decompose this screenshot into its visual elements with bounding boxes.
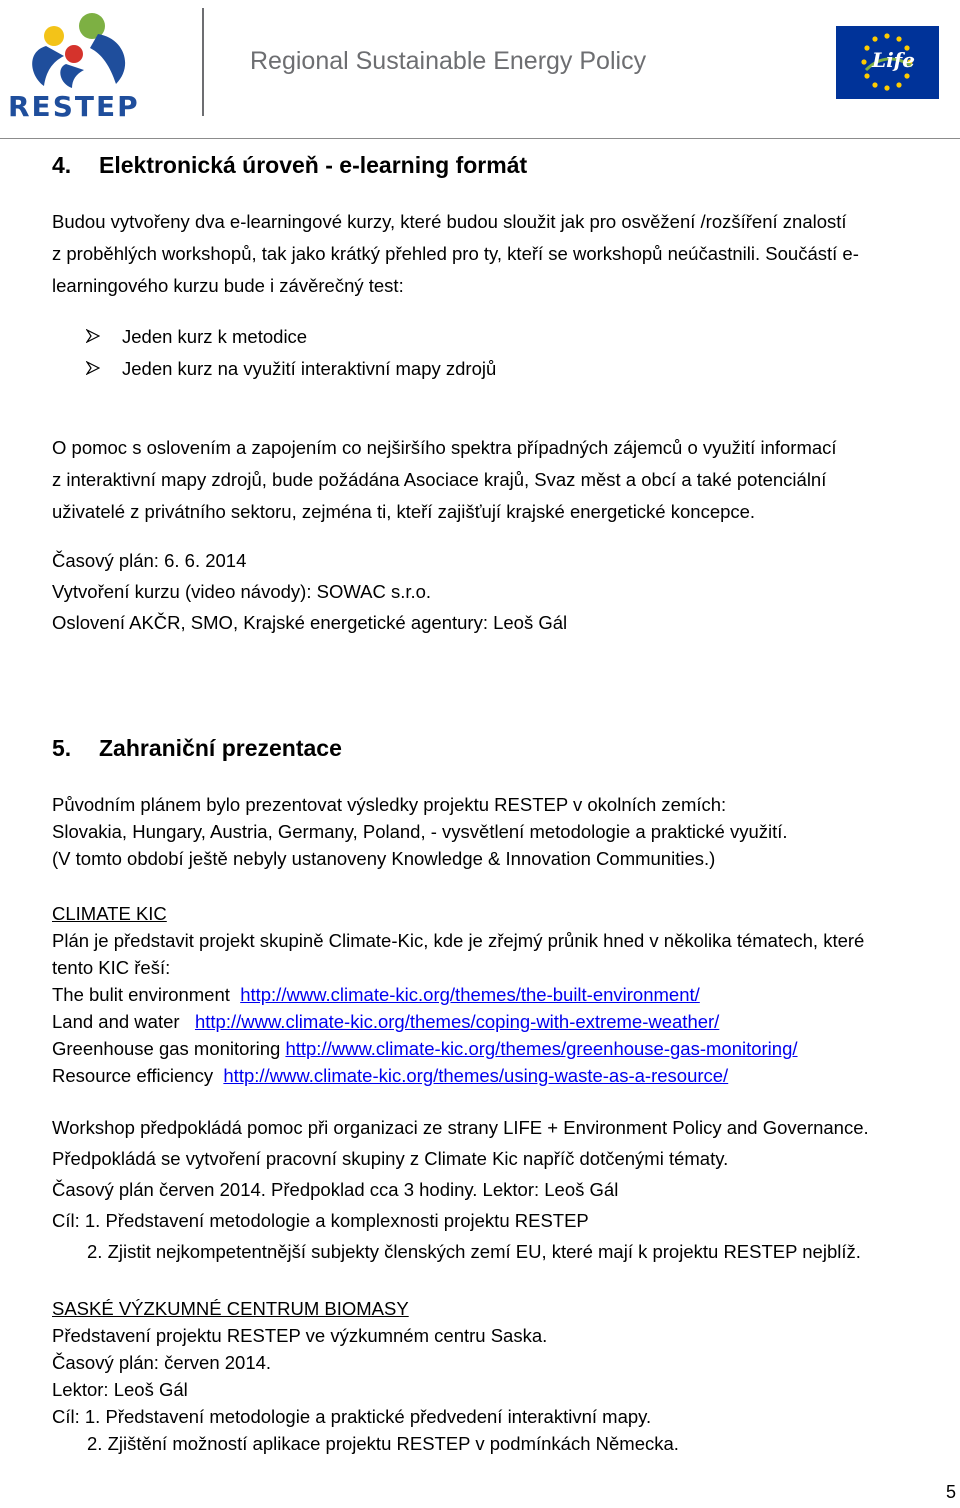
page-number: 5 bbox=[946, 1482, 957, 1502]
logo-text: RESTEP bbox=[8, 90, 140, 123]
paragraph-line: Workshop předpokládá pomoc při organizaci ze strany LIFE + Environment Policy and Governance. bbox=[52, 1117, 869, 1138]
theme-link[interactable]: http://www.climate-kic.org/themes/greenhouse-gas-monitoring/ bbox=[285, 1038, 798, 1059]
theme-label: Greenhouse gas monitoring bbox=[52, 1038, 286, 1059]
header-divider-vertical bbox=[202, 8, 204, 116]
paragraph-line: z interaktivní mapy zdrojů, bude požádána Asociace krajů, Svaz měst a obcí a také potenciální bbox=[52, 469, 827, 490]
section4-number: 4. bbox=[52, 152, 72, 178]
paragraph-line: Slovakia, Hungary, Austria, Germany, Poland, - vysvětlení metodologie a praktické využití. bbox=[52, 821, 788, 842]
saxony-title: SASKÉ VÝZKUMNÉ CENTRUM BIOMASY bbox=[52, 1298, 409, 1319]
section5-number: 5. bbox=[52, 735, 72, 761]
theme-link[interactable]: http://www.climate-kic.org/themes/coping-with-extreme-weather/ bbox=[194, 1011, 720, 1032]
section4-heading: Elektronická úroveň - e-learning formát bbox=[99, 152, 528, 178]
theme-label: Land and water bbox=[52, 1011, 195, 1032]
paragraph-line: (V tomto období ještě nebyly ustanoveny Knowledge & Innovation Communities.) bbox=[52, 848, 716, 869]
saxony-block bbox=[52, 1295, 679, 1457]
paragraph-line: Představení projektu RESTEP ve výzkumném centru Saska. bbox=[52, 1325, 548, 1346]
paragraph-line: Cíl: 1. Představení metodologie a praktické předvedení interaktivní mapy. bbox=[52, 1406, 652, 1427]
climate-kic-title: CLIMATE KIC bbox=[52, 903, 167, 924]
section4-bullet-list bbox=[86, 320, 496, 384]
climate-kic-details bbox=[52, 1112, 869, 1267]
paragraph-line: 2. Zjištění možností aplikace projektu RESTEP v podmínkách Německa. bbox=[87, 1433, 679, 1454]
theme-label: The bulit environment bbox=[52, 984, 241, 1005]
schedule-line: Vytvoření kurzu (video návody): SOWAC s.r.o. bbox=[52, 581, 432, 602]
paragraph-line: tento KIC řeší: bbox=[52, 957, 171, 978]
paragraph-line: Budou vytvořeny dva e-learningové kurzy, které budou sloužit jak pro osvěžení /rozšíření znalostí bbox=[52, 211, 847, 232]
section5-heading: Zahraniční prezentace bbox=[99, 735, 342, 761]
arrow-bullet-icon bbox=[86, 361, 100, 375]
header-title: Regional Sustainable Energy Policy bbox=[250, 47, 647, 75]
theme-row bbox=[52, 981, 864, 1008]
schedule-line: Časový plán: 6. 6. 2014 bbox=[52, 550, 247, 571]
eu-life-text: Life bbox=[872, 48, 915, 72]
theme-label: Resource efficiency bbox=[52, 1065, 224, 1086]
eu-life-logo bbox=[836, 26, 939, 99]
paragraph-line: O pomoc s oslovením a zapojením co nejširšího spektra případných zájemců o využití informací bbox=[52, 437, 837, 458]
list-item bbox=[86, 320, 496, 352]
restep-logo bbox=[6, 6, 156, 123]
paragraph-line: Cíl: 1. Představení metodologie a komplexnosti projektu RESTEP bbox=[52, 1210, 589, 1231]
paragraph-line: Lektor: Leoš Gál bbox=[52, 1379, 188, 1400]
paragraph-line: Plán je představit projekt skupině Climate-Kic, kde je zřejmý průnik hned v několika tématech, které bbox=[52, 930, 865, 951]
paragraph-line: learningového kurzu bude i závěrečný test: bbox=[52, 275, 404, 296]
header-divider-horizontal bbox=[0, 138, 960, 139]
theme-row bbox=[52, 1035, 864, 1062]
section4-paragraph2 bbox=[52, 432, 837, 528]
paragraph-line: Původním plánem bylo prezentovat výsledky projektu RESTEP v okolních zemích: bbox=[52, 794, 727, 815]
list-item bbox=[86, 352, 496, 384]
section5-paragraph1 bbox=[52, 791, 788, 872]
schedule-line: Oslovení AKČR, SMO, Krajské energetické agentury: Leoš Gál bbox=[52, 612, 568, 633]
climate-kic-block bbox=[52, 900, 864, 1089]
theme-row bbox=[52, 1062, 864, 1089]
theme-link[interactable]: http://www.climate-kic.org/themes/using-waste-as-a-resource/ bbox=[223, 1065, 729, 1086]
theme-link[interactable]: http://www.climate-kic.org/themes/the-built-environment/ bbox=[240, 984, 700, 1005]
paragraph-line: Předpokládá se vytvoření pracovní skupiny z Climate Kic napříč dotčenými tématy. bbox=[52, 1148, 729, 1169]
paragraph-line: uživatelé z privátního sektoru, zejména ti, kteří zajišťují krajské energetické koncepce. bbox=[52, 501, 756, 522]
bullet-text: Jeden kurz k metodice bbox=[122, 325, 308, 347]
paragraph-line: Časový plán červen 2014. Předpoklad cca 3 hodiny. Lektor: Leoš Gál bbox=[52, 1179, 619, 1200]
paragraph-line: Časový plán: červen 2014. bbox=[52, 1352, 272, 1373]
theme-row bbox=[52, 1008, 864, 1035]
arrow-bullet-icon bbox=[86, 329, 100, 343]
bullet-text: Jeden kurz na využití interaktivní mapy zdrojů bbox=[122, 357, 497, 379]
paragraph-line: 2. Zjistit nejkompetentnější subjekty členských zemí EU, které mají k projektu RESTEP nejblíž. bbox=[87, 1241, 861, 1262]
paragraph-line: z proběhlých workshopů, tak jako krátký přehled pro ty, kteří se workshopů neúčastnili. Součástí e- bbox=[52, 243, 859, 264]
section4-paragraph1 bbox=[52, 206, 859, 302]
section4-schedule bbox=[52, 545, 567, 638]
